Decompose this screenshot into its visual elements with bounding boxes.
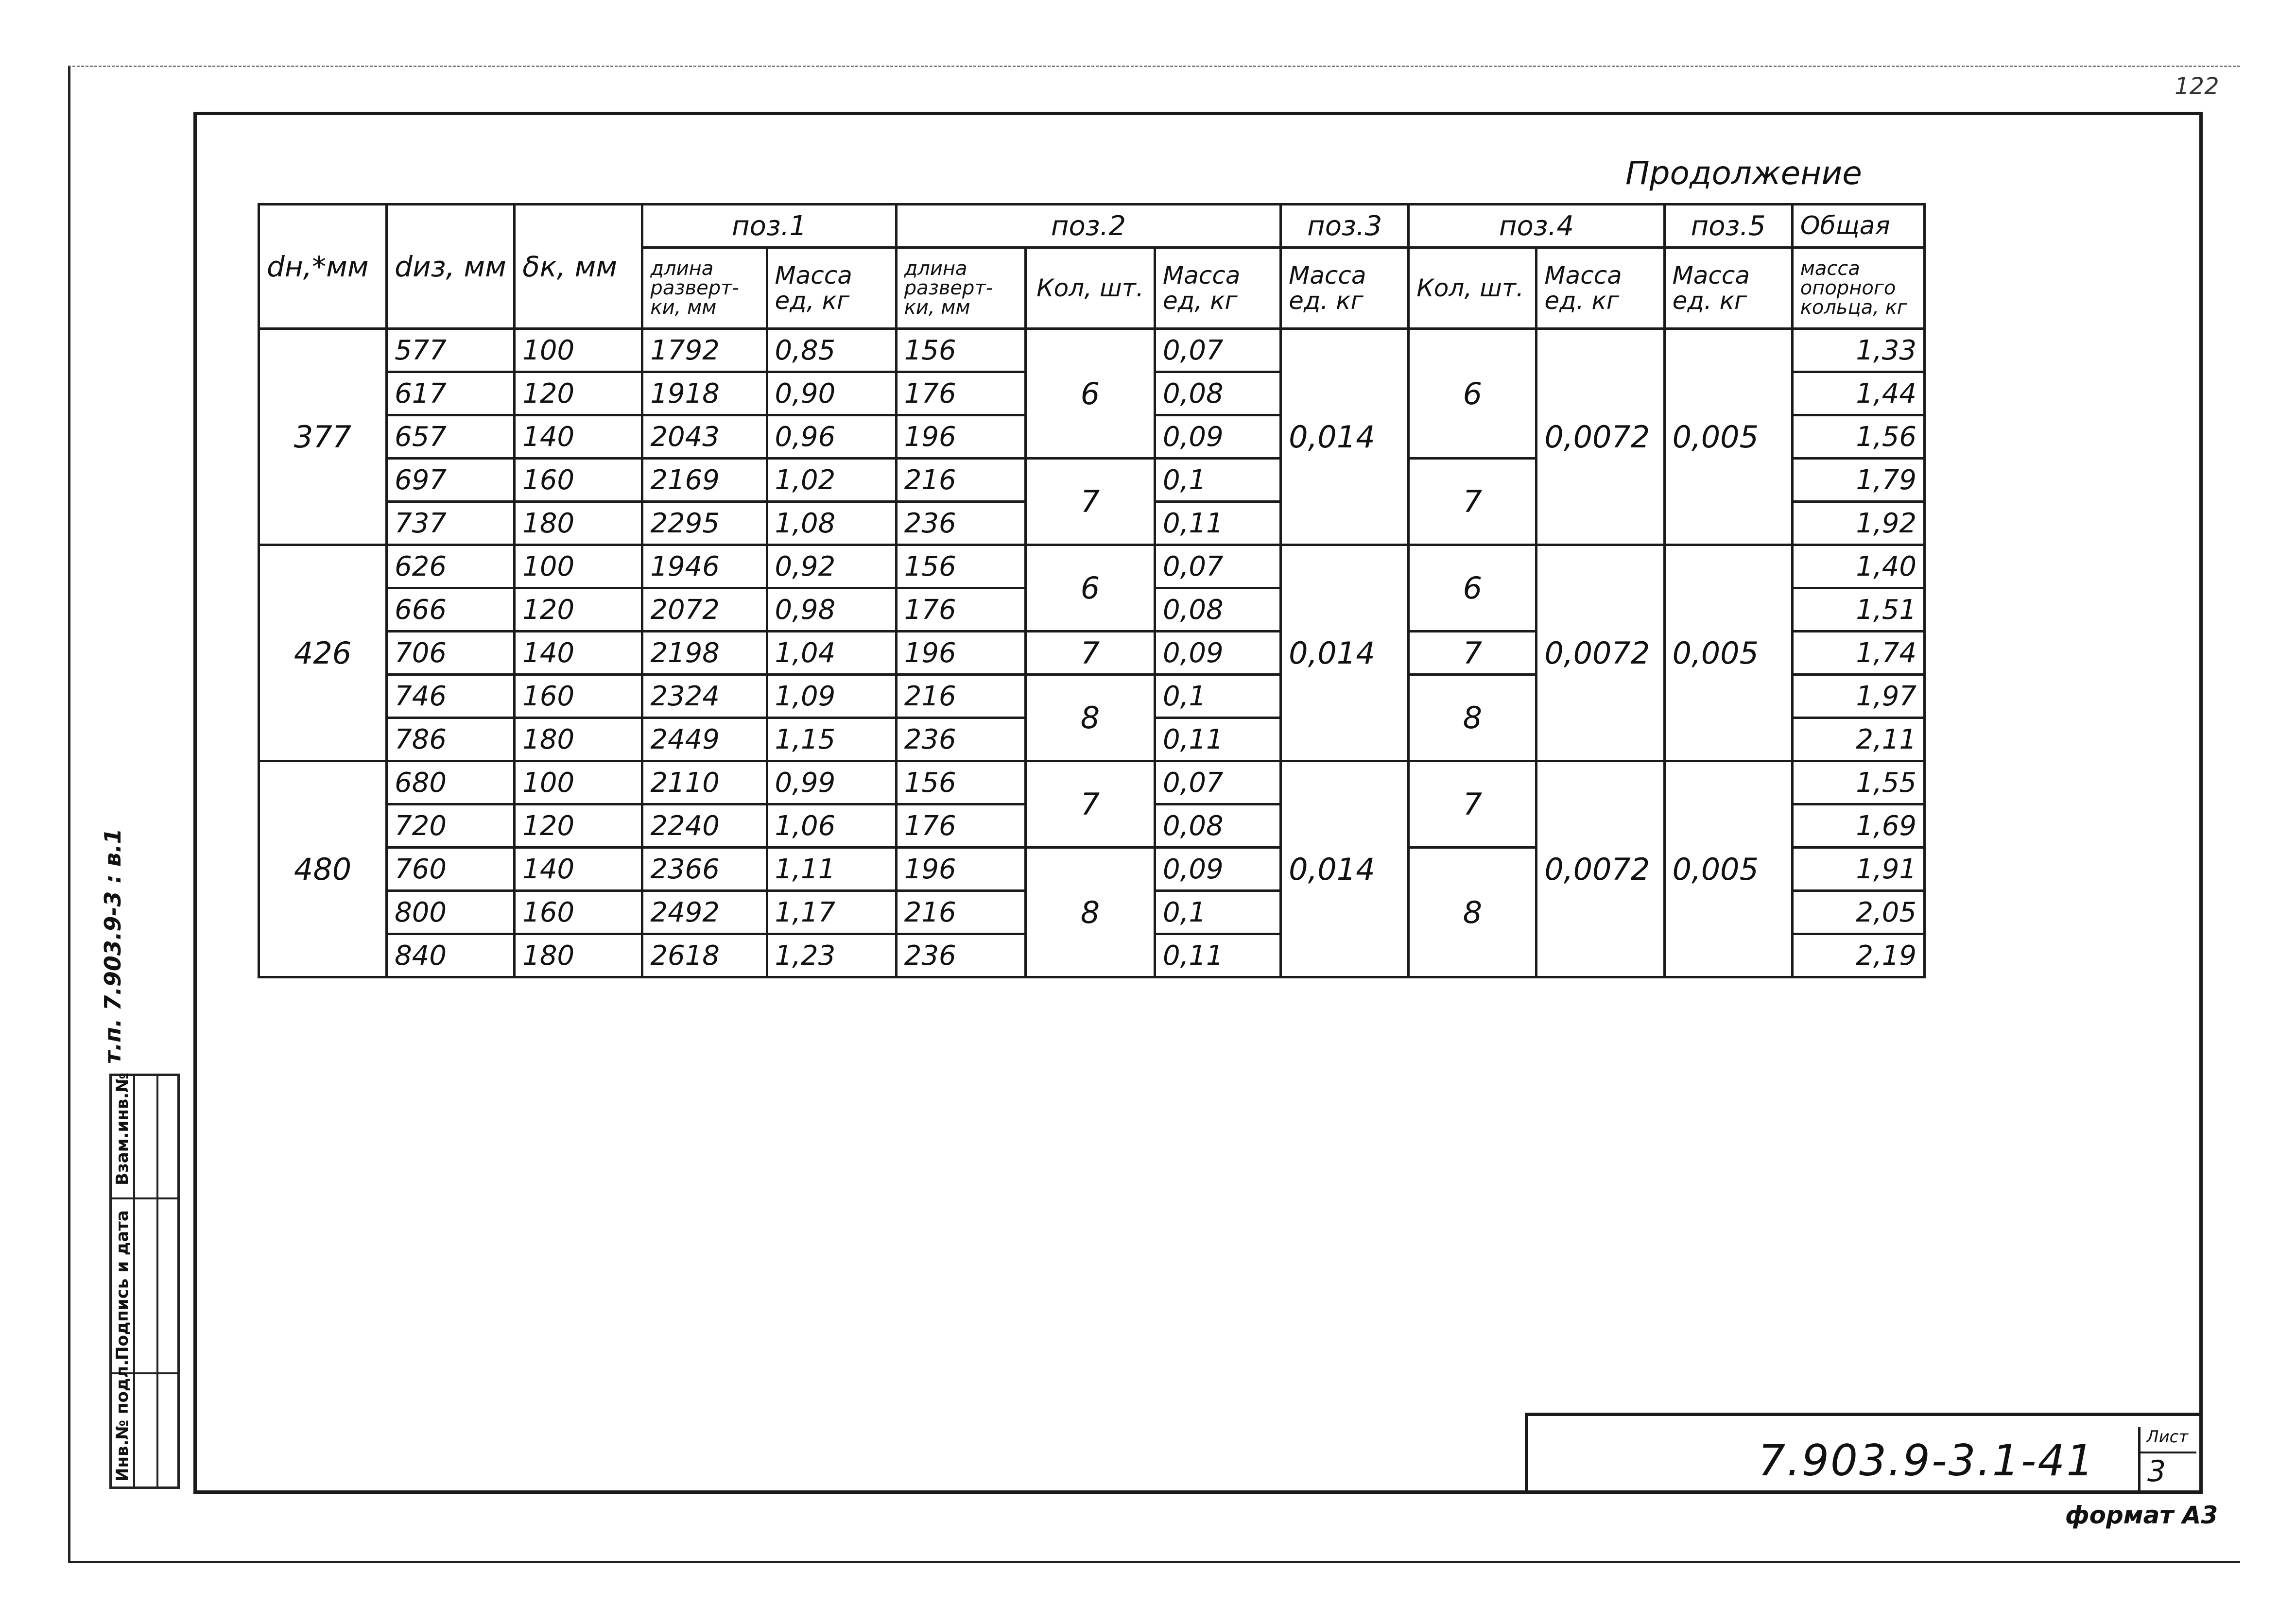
dn-cell: 480 [259, 761, 387, 977]
sheet-number: 3 [2147, 1454, 2166, 1488]
poz4-qty-cell: 6 [1409, 545, 1536, 632]
poz1-length-cell: 2449 [642, 718, 767, 761]
diz-cell: 626 [387, 545, 515, 588]
poz1-length-cell: 2169 [642, 459, 767, 502]
dk-cell: 100 [515, 545, 642, 588]
poz2-mass-cell: 0,07 [1155, 545, 1281, 588]
continuation-label: Продолжение [1625, 154, 1862, 192]
poz1-mass-cell: 1,04 [767, 632, 896, 675]
diz-cell: 786 [387, 718, 515, 761]
dk-cell: 160 [515, 459, 642, 502]
header-poz1: поз.1 [642, 205, 896, 248]
dk-cell: 160 [515, 675, 642, 718]
header-general-bottom: масса опорного кольца, кг [1792, 248, 1924, 329]
poz5-mass-cell: 0,005 [1664, 761, 1792, 977]
side-document-code: т.п. 7.903.9-3 : в.1 [100, 828, 126, 1064]
dn-cell: 377 [259, 329, 387, 545]
poz1-mass-cell: 0,92 [767, 545, 896, 588]
header-poz4-mass: Масса ед. кг [1536, 248, 1664, 329]
diz-cell: 617 [387, 372, 515, 415]
header-poz3-mass: Масса ед. кг [1281, 248, 1409, 329]
total-mass-cell: 1,40 [1792, 545, 1924, 588]
header-poz2-length: длина разверт-ки, мм [896, 248, 1025, 329]
header-poz1-mass: Масса ед, кг [767, 248, 896, 329]
format-label: формат А3 [2065, 1501, 2218, 1529]
poz1-mass-cell: 1,15 [767, 718, 896, 761]
poz2-mass-cell: 0,08 [1155, 804, 1281, 848]
diz-cell: 760 [387, 848, 515, 891]
total-mass-cell: 1,55 [1792, 761, 1924, 804]
poz5-mass-cell: 0,005 [1664, 545, 1792, 761]
poz4-qty-cell: 6 [1409, 329, 1536, 459]
total-mass-cell: 1,92 [1792, 502, 1924, 545]
dk-cell: 120 [515, 804, 642, 848]
poz3-mass-cell: 0,014 [1281, 329, 1409, 545]
poz2-length-cell: 156 [896, 329, 1025, 372]
poz2-qty-cell: 8 [1025, 675, 1155, 761]
total-mass-cell: 1,33 [1792, 329, 1924, 372]
stamp-label-inventory: Инв.№ подл. [113, 1359, 132, 1482]
poz2-mass-cell: 0,09 [1155, 632, 1281, 675]
poz1-length-cell: 2072 [642, 588, 767, 632]
poz2-length-cell: 176 [896, 804, 1025, 848]
sheet-box [2138, 1427, 2196, 1490]
diz-cell: 666 [387, 588, 515, 632]
dk-cell: 140 [515, 848, 642, 891]
dk-cell: 140 [515, 415, 642, 459]
header-poz4-qty: Кол, шт. [1409, 248, 1536, 329]
header-dk: δк, мм [515, 205, 642, 329]
poz2-mass-cell: 0,1 [1155, 891, 1281, 934]
poz1-mass-cell: 1,23 [767, 934, 896, 977]
poz2-length-cell: 156 [896, 761, 1025, 804]
total-mass-cell: 1,56 [1792, 415, 1924, 459]
poz1-mass-cell: 0,99 [767, 761, 896, 804]
diz-cell: 577 [387, 329, 515, 372]
poz4-mass-cell: 0,0072 [1536, 329, 1664, 545]
poz4-qty-cell: 8 [1409, 848, 1536, 977]
specification-table [258, 203, 1926, 978]
poz2-mass-cell: 0,07 [1155, 329, 1281, 372]
poz2-mass-cell: 0,08 [1155, 588, 1281, 632]
header-poz5-mass: Масса ед. кг [1664, 248, 1792, 329]
poz1-mass-cell: 1,08 [767, 502, 896, 545]
diz-cell: 737 [387, 502, 515, 545]
dk-cell: 180 [515, 718, 642, 761]
poz4-qty-cell: 8 [1409, 675, 1536, 761]
poz1-length-cell: 2110 [642, 761, 767, 804]
dk-cell: 100 [515, 761, 642, 804]
table-row [259, 761, 1925, 804]
poz1-length-cell: 2324 [642, 675, 767, 718]
poz1-mass-cell: 0,96 [767, 415, 896, 459]
total-mass-cell: 1,74 [1792, 632, 1924, 675]
poz2-qty-cell: 6 [1025, 545, 1155, 632]
poz4-mass-cell: 0,0072 [1536, 761, 1664, 977]
poz2-length-cell: 156 [896, 545, 1025, 588]
diz-cell: 840 [387, 934, 515, 977]
poz2-length-cell: 196 [896, 632, 1025, 675]
poz2-qty-cell: 7 [1025, 761, 1155, 848]
total-mass-cell: 1,91 [1792, 848, 1924, 891]
poz1-length-cell: 1946 [642, 545, 767, 588]
poz2-mass-cell: 0,07 [1155, 761, 1281, 804]
dk-cell: 180 [515, 502, 642, 545]
dk-cell: 140 [515, 632, 642, 675]
poz1-mass-cell: 1,11 [767, 848, 896, 891]
poz2-mass-cell: 0,09 [1155, 848, 1281, 891]
poz2-length-cell: 236 [896, 718, 1025, 761]
poz2-mass-cell: 0,09 [1155, 415, 1281, 459]
total-mass-cell: 2,11 [1792, 718, 1924, 761]
stamp-divider [156, 1076, 158, 1486]
poz1-length-cell: 2240 [642, 804, 767, 848]
poz1-length-cell: 2043 [642, 415, 767, 459]
poz1-length-cell: 1792 [642, 329, 767, 372]
poz2-length-cell: 176 [896, 372, 1025, 415]
header-poz2-qty: Кол, шт. [1025, 248, 1155, 329]
poz1-mass-cell: 1,17 [767, 891, 896, 934]
poz1-mass-cell: 1,09 [767, 675, 896, 718]
document-code: 7.903.9-3.1-41 [1758, 1435, 2095, 1486]
poz1-length-cell: 1918 [642, 372, 767, 415]
poz2-length-cell: 216 [896, 891, 1025, 934]
poz2-mass-cell: 0,11 [1155, 718, 1281, 761]
diz-cell: 746 [387, 675, 515, 718]
diz-cell: 697 [387, 459, 515, 502]
total-mass-cell: 1,44 [1792, 372, 1924, 415]
total-mass-cell: 2,05 [1792, 891, 1924, 934]
total-mass-cell: 2,19 [1792, 934, 1924, 977]
header-poz3: поз.3 [1281, 205, 1409, 248]
diz-cell: 800 [387, 891, 515, 934]
poz2-length-cell: 176 [896, 588, 1025, 632]
header-dn: dн,*мм [259, 205, 387, 329]
poz4-qty-cell: 7 [1409, 632, 1536, 675]
poz1-mass-cell: 1,06 [767, 804, 896, 848]
poz1-mass-cell: 1,02 [767, 459, 896, 502]
header-general-top: Общая [1792, 205, 1924, 248]
poz4-qty-cell: 7 [1409, 761, 1536, 848]
poz2-length-cell: 236 [896, 502, 1025, 545]
poz2-mass-cell: 0,11 [1155, 934, 1281, 977]
dk-cell: 160 [515, 891, 642, 934]
diz-cell: 657 [387, 415, 515, 459]
poz2-length-cell: 216 [896, 459, 1025, 502]
dn-cell: 426 [259, 545, 387, 761]
poz1-mass-cell: 0,98 [767, 588, 896, 632]
diz-cell: 720 [387, 804, 515, 848]
poz5-mass-cell: 0,005 [1664, 329, 1792, 545]
table-row [259, 545, 1925, 588]
dk-cell: 120 [515, 588, 642, 632]
poz1-length-cell: 2198 [642, 632, 767, 675]
poz4-qty-cell: 7 [1409, 459, 1536, 545]
diz-cell: 706 [387, 632, 515, 675]
poz3-mass-cell: 0,014 [1281, 545, 1409, 761]
stamp-label-replacement: Взам.инв.№ [113, 1073, 132, 1185]
poz2-length-cell: 196 [896, 848, 1025, 891]
sheet-label: Лист [2146, 1427, 2189, 1447]
poz3-mass-cell: 0,014 [1281, 761, 1409, 977]
poz2-length-cell: 236 [896, 934, 1025, 977]
dk-cell: 120 [515, 372, 642, 415]
poz4-mass-cell: 0,0072 [1536, 545, 1664, 761]
header-poz4: поз.4 [1409, 205, 1664, 248]
stamp-divider [133, 1076, 135, 1486]
poz2-length-cell: 216 [896, 675, 1025, 718]
poz2-length-cell: 196 [896, 415, 1025, 459]
poz2-mass-cell: 0,08 [1155, 372, 1281, 415]
poz1-mass-cell: 0,90 [767, 372, 896, 415]
poz1-length-cell: 2618 [642, 934, 767, 977]
poz2-qty-cell: 7 [1025, 632, 1155, 675]
poz2-qty-cell: 7 [1025, 459, 1155, 545]
total-mass-cell: 1,51 [1792, 588, 1924, 632]
dk-cell: 100 [515, 329, 642, 372]
stamp-divider [112, 1197, 177, 1199]
dk-cell: 180 [515, 934, 642, 977]
poz2-mass-cell: 0,11 [1155, 502, 1281, 545]
poz2-qty-cell: 6 [1025, 329, 1155, 459]
header-poz2: поз.2 [896, 205, 1280, 248]
total-mass-cell: 1,79 [1792, 459, 1924, 502]
header-diz: dиз, мм [387, 205, 515, 329]
header-poz1-length: длина разверт-ки, мм [642, 248, 767, 329]
poz1-mass-cell: 0,85 [767, 329, 896, 372]
page-number: 122 [2175, 73, 2219, 100]
total-mass-cell: 1,69 [1792, 804, 1924, 848]
stamp-label-signature: Подпись и дата [113, 1210, 132, 1360]
poz2-qty-cell: 8 [1025, 848, 1155, 977]
table-row [259, 329, 1925, 372]
poz1-length-cell: 2366 [642, 848, 767, 891]
poz2-mass-cell: 0,1 [1155, 459, 1281, 502]
poz1-length-cell: 2492 [642, 891, 767, 934]
total-mass-cell: 1,97 [1792, 675, 1924, 718]
poz2-mass-cell: 0,1 [1155, 675, 1281, 718]
header-poz2-mass: Масса ед, кг [1155, 248, 1281, 329]
diz-cell: 680 [387, 761, 515, 804]
poz1-length-cell: 2295 [642, 502, 767, 545]
sheet-box-divider [2141, 1452, 2196, 1453]
header-poz5: поз.5 [1664, 205, 1792, 248]
